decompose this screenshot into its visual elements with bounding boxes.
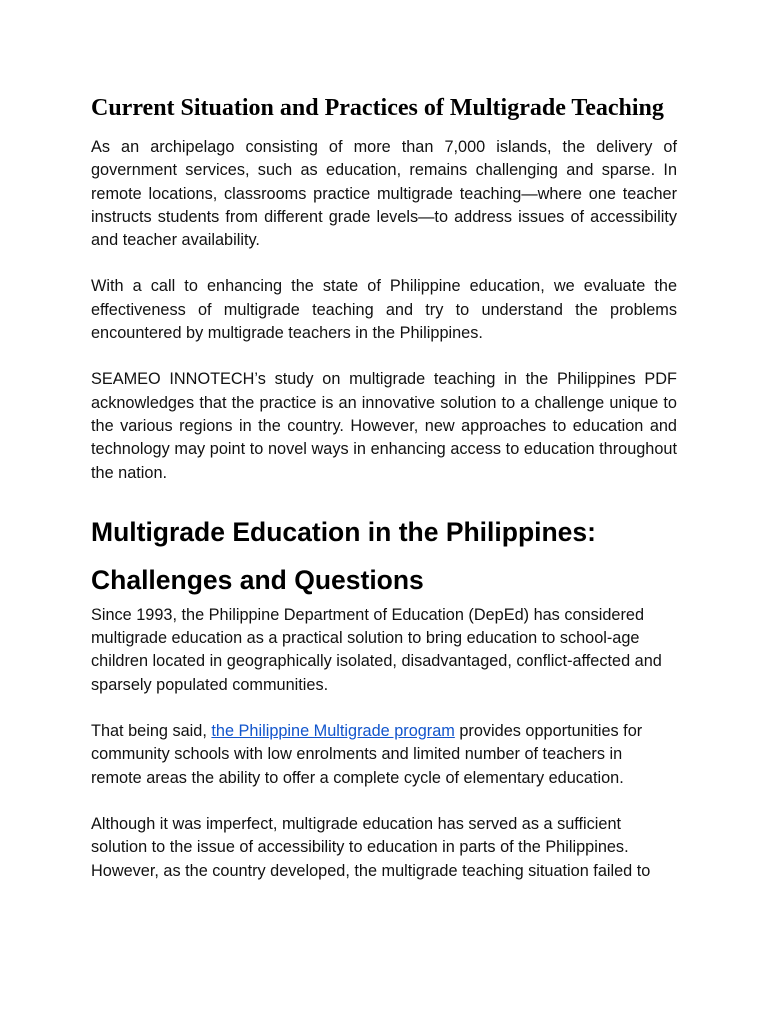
- multigrade-program-link[interactable]: the Philippine Multigrade program: [211, 722, 455, 741]
- paragraph-call-to-enhance: With a call to enhancing the state of Philippine education, we evaluate the effectiveness of multigrade teaching and try to understand the problems encountered by multigrade teachers in the Philippines.: [91, 277, 677, 343]
- paragraph-multigrade-program: [91, 720, 677, 790]
- paragraph-seameo-study: SEAMEO INNOTECH’s study on multigrade teaching in the Philippines PDF acknowledges that the practice is an innovative solution to a challenge unique to the various regions in the country. However, new approaches to education and technology may point to novel ways in enhancing access to education throughout the nation.: [91, 370, 677, 482]
- document-page: [91, 92, 677, 906]
- paragraph-text-before-link: That being said,: [91, 722, 212, 741]
- paragraph-archipelago: As an archipelago consisting of more than 7,000 islands, the delivery of government services, such as education, remains challenging and sparse. In remote locations, classrooms practice multigrade teaching—where one teacher instructs students from different grade levels—to address issues of accessibility and teacher availability.: [91, 138, 677, 250]
- paragraph-since-1993: Since 1993, the Philippine Department of Education (DepEd) has considered multigrade education as a practical solution to bring education to school-age children located in geographically isolated, disadvantaged, conflict-affected and sparsely populated communities.: [91, 605, 662, 694]
- paragraph-text-after-link: provides opportunities for community schools with low enrolments and limited number of teachers in remote areas the ability to offer a complete cycle of elementary education.: [91, 722, 643, 787]
- paragraph-imperfect-solution: Although it was imperfect, multigrade education has served as a sufficient solution to the issue of accessibility to education in parts of the Philippines. However, as the country developed, the multigrade teaching situation failed to: [91, 814, 651, 880]
- section-heading-multigrade-education: Multigrade Education in the Philippines: Challenges and Questions: [91, 516, 596, 595]
- section-heading-current-situation: Current Situation and Practices of Multigrade Teaching: [91, 95, 664, 121]
